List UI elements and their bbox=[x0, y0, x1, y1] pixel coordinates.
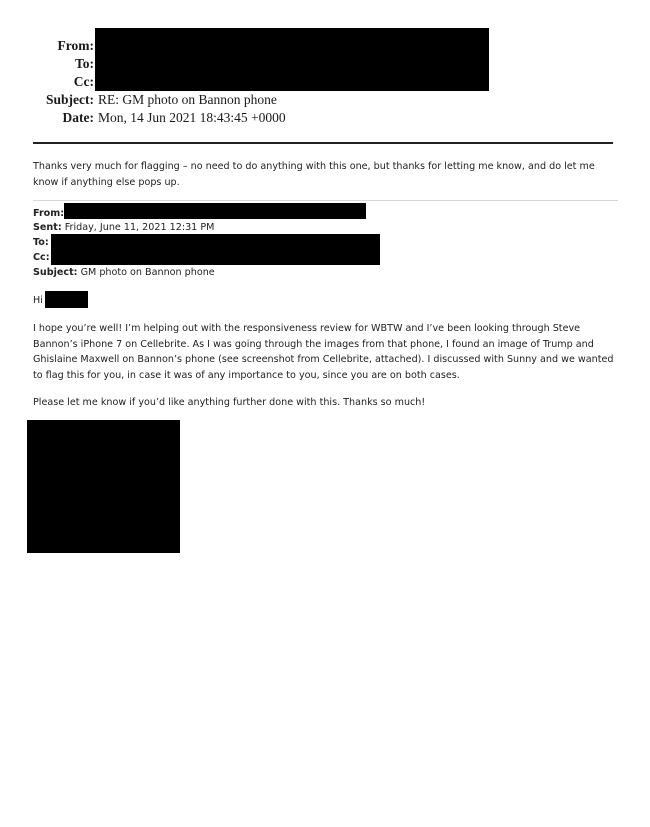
redaction-forwarded-from bbox=[64, 203, 366, 219]
subject-value: RE: GM photo on Bannon phone bbox=[98, 92, 277, 107]
to-label: To: bbox=[74, 56, 94, 71]
header-divider bbox=[33, 142, 613, 144]
date-label: Date: bbox=[62, 110, 94, 125]
original-paragraph-1: I hope you’re well! I’m helping out with the responsiveness review for WBTW and I’ve been looking through Steve Bannon’s iPhone 7 on Cellebrite. As I was going through the images from that phone, I found an image of Trump and Ghislaine Maxwell on Bannon’s phone (see screenshot from Cellebrite, attached). I discussed with Sunny and we wanted to flag this for you, in case it was of any importance to you, since you are on both cases. bbox=[33, 323, 614, 381]
redaction-signature bbox=[27, 420, 180, 553]
forwarded-to-label: To: bbox=[33, 237, 49, 248]
subject-label: Subject: bbox=[46, 92, 94, 107]
forwarded-cc-row bbox=[33, 250, 50, 266]
redaction-forwarded-recipients bbox=[51, 234, 380, 265]
forwarded-sent-value: Friday, June 11, 2021 12:31 PM bbox=[64, 222, 215, 233]
date-value: Mon, 14 Jun 2021 18:43:45 +0000 bbox=[98, 110, 286, 125]
reply-body: Thanks very much for flagging – no need to do anything with this one, but thanks for letting me know, and do let me know if anything else pops up. bbox=[33, 161, 595, 188]
redaction-greeting-name bbox=[45, 291, 88, 308]
forward-divider bbox=[33, 200, 618, 201]
forwarded-from-label: From: bbox=[33, 208, 65, 219]
greeting: Hi bbox=[33, 295, 43, 306]
redaction-header-recipients bbox=[95, 28, 489, 91]
forwarded-subject-value: GM photo on Bannon phone bbox=[80, 267, 215, 278]
from-label: From: bbox=[57, 38, 94, 53]
forwarded-subject-label: Subject: bbox=[33, 267, 78, 278]
cc-label: Cc: bbox=[73, 74, 94, 89]
forwarded-subject-row bbox=[33, 265, 215, 281]
forwarded-to-row bbox=[33, 235, 49, 251]
forwarded-cc-label: Cc: bbox=[33, 252, 50, 263]
original-paragraph-2: Please let me know if you’d like anything further done with this. Thanks so much! bbox=[33, 397, 426, 408]
forwarded-sent-label: Sent: bbox=[33, 222, 62, 233]
